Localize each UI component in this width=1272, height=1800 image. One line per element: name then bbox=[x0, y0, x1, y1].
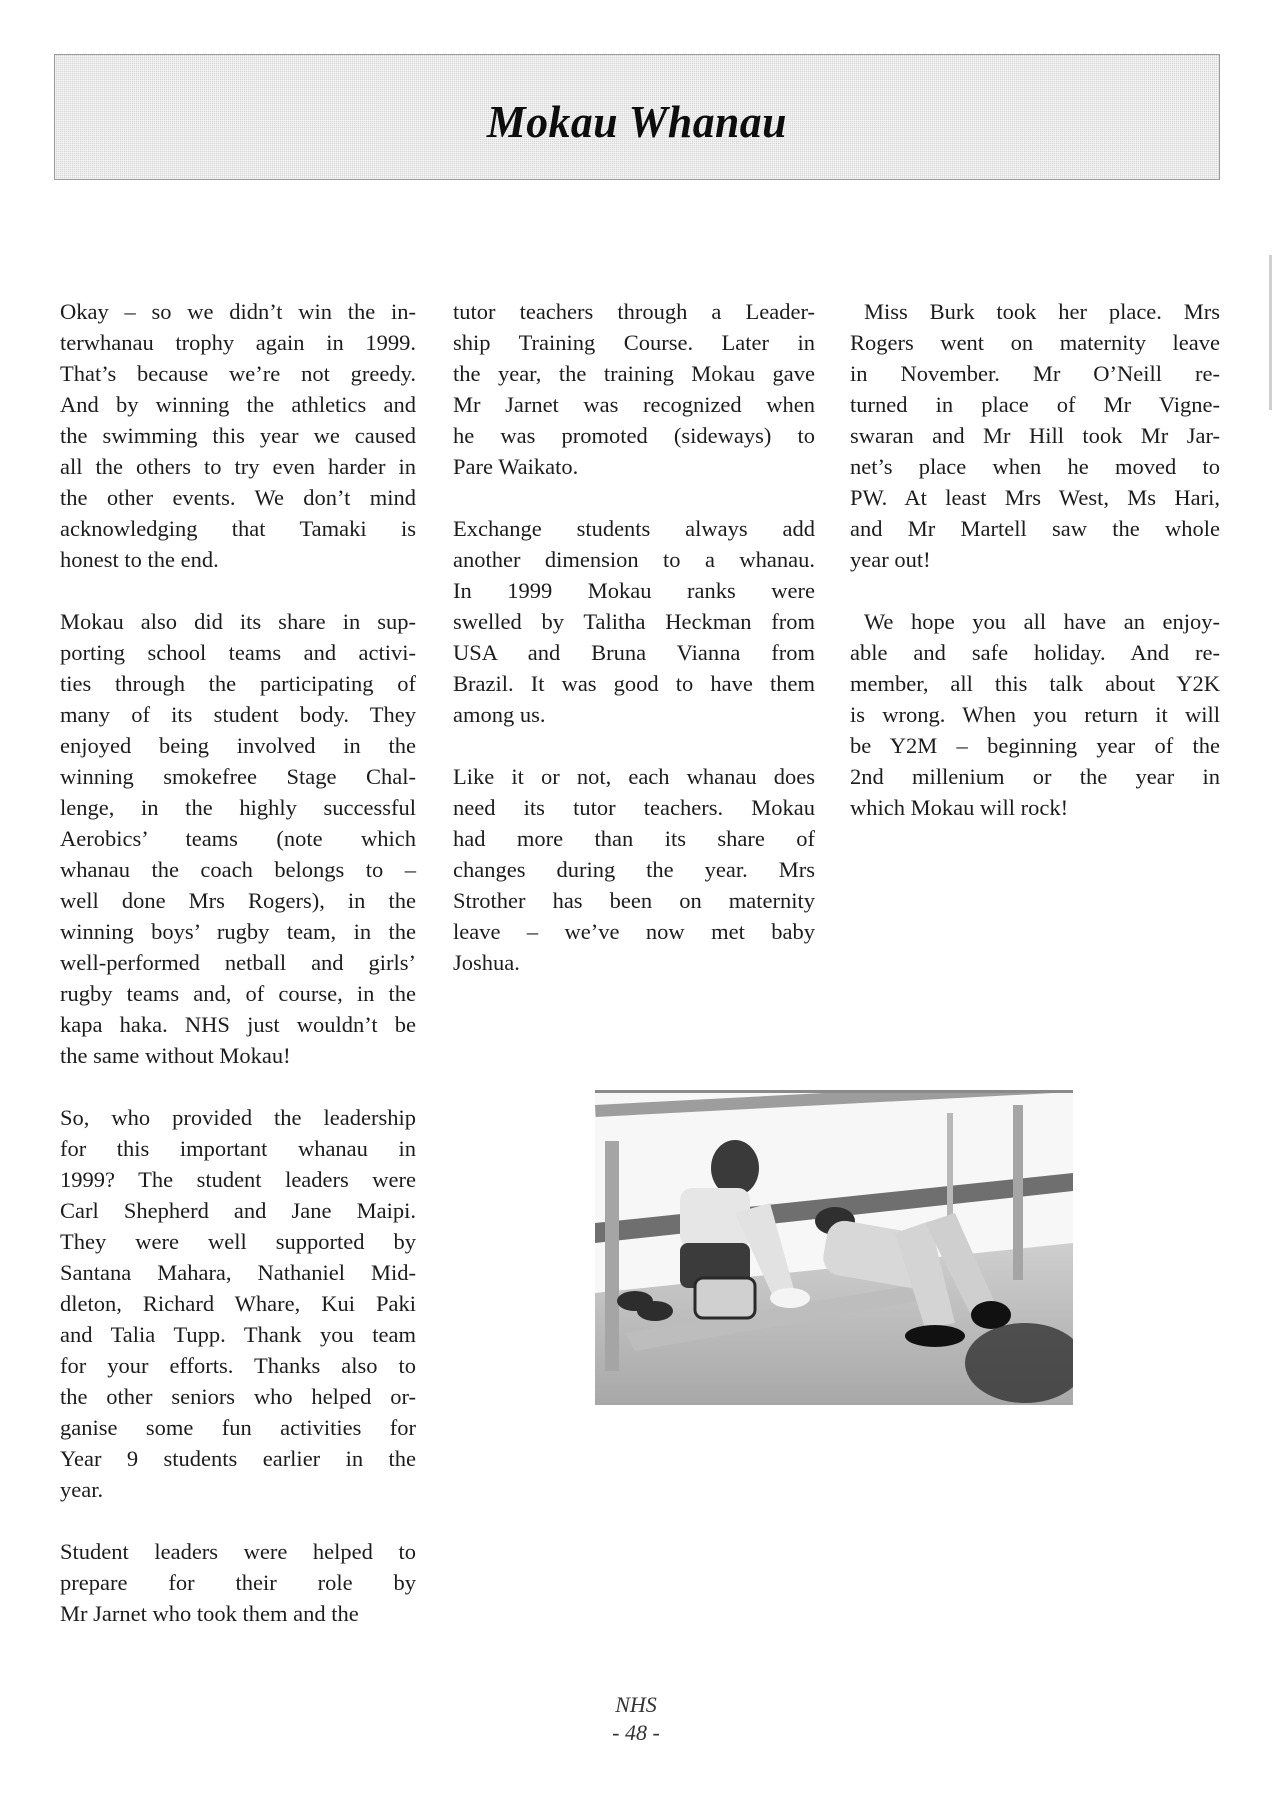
text-line: the other seniors who helped or- bbox=[60, 1384, 416, 1409]
text-line: Miss Burk took her place. Mrs bbox=[864, 299, 1220, 324]
text-line: whanau the coach belongs to – bbox=[60, 857, 416, 882]
text-column-3 bbox=[850, 296, 1220, 854]
text-line: ganise some fun activities for bbox=[60, 1415, 416, 1440]
text-line: is wrong. When you return it will bbox=[850, 702, 1220, 727]
text-line: kapa haka. NHS just wouldn’t be bbox=[60, 1012, 416, 1037]
text-line: Joshua. bbox=[453, 950, 520, 975]
text-line: Strother has been on maternity bbox=[453, 888, 815, 913]
text-line: the swimming this year we caused bbox=[60, 423, 416, 448]
text-line: for this important whanau in bbox=[60, 1136, 416, 1161]
text-line: lenge, in the highly successful bbox=[60, 795, 416, 820]
text-column-1 bbox=[60, 296, 416, 1660]
text-line: Rogers went on maternity leave bbox=[850, 330, 1220, 355]
text-line: winning smokefree Stage Chal- bbox=[60, 764, 416, 789]
text-line: rugby teams and, of course, in the bbox=[60, 981, 416, 1006]
text-line: able and safe holiday. And re- bbox=[850, 640, 1220, 665]
paragraph bbox=[850, 296, 1220, 575]
publication-name: NHS bbox=[615, 1692, 657, 1717]
text-line: 2nd millenium or the year in bbox=[850, 764, 1220, 789]
text-line: acknowledging that Tamaki is bbox=[60, 516, 416, 541]
text-line: leave – we’ve now met baby bbox=[453, 919, 815, 944]
text-line: terwhanau trophy again in 1999. bbox=[60, 330, 416, 355]
text-line: enjoyed being involved in the bbox=[60, 733, 416, 758]
paragraph bbox=[453, 761, 815, 978]
text-line: ties through the participating of bbox=[60, 671, 416, 696]
paragraph bbox=[453, 296, 815, 482]
text-line: prepare for their role by bbox=[60, 1570, 416, 1595]
text-line: dleton, Richard Whare, Kui Paki bbox=[60, 1291, 416, 1316]
text-line: We hope you all have an enjoy- bbox=[864, 609, 1220, 634]
photo-students-resting bbox=[595, 1090, 1073, 1405]
text-line: Santana Mahara, Nathaniel Mid- bbox=[60, 1260, 416, 1285]
text-line: net’s place when he moved to bbox=[850, 454, 1220, 479]
text-line: all the others to try even harder in bbox=[60, 454, 416, 479]
text-line: That’s because we’re not greedy. bbox=[60, 361, 416, 386]
title-banner bbox=[54, 54, 1220, 180]
text-line: Brazil. It was good to have them bbox=[453, 671, 815, 696]
paragraph bbox=[60, 1536, 416, 1629]
text-line: in November. Mr O’Neill re- bbox=[850, 361, 1220, 386]
text-line: Like it or not, each whanau does bbox=[453, 764, 815, 789]
text-line: ship Training Course. Later in bbox=[453, 330, 815, 355]
text-line: PW. At least Mrs West, Ms Hari, bbox=[850, 485, 1220, 510]
text-line: Exchange students always add bbox=[453, 516, 815, 541]
text-line: honest to the end. bbox=[60, 547, 219, 572]
text-line: the same without Mokau! bbox=[60, 1043, 291, 1068]
text-line: member, all this talk about Y2K bbox=[850, 671, 1220, 696]
paragraph bbox=[60, 1102, 416, 1505]
text-line: 1999? The student leaders were bbox=[60, 1167, 416, 1192]
text-line: turned in place of Mr Vigne- bbox=[850, 392, 1220, 417]
text-line: Aerobics’ teams (note which bbox=[60, 826, 416, 851]
text-line: porting school teams and activi- bbox=[60, 640, 416, 665]
text-line: Mr Jarnet who took them and the bbox=[60, 1601, 359, 1626]
text-line: he was promoted (sideways) to bbox=[453, 423, 815, 448]
paragraph bbox=[453, 513, 815, 730]
text-line: Mokau also did its share in sup- bbox=[60, 609, 416, 634]
text-line: year out! bbox=[850, 547, 931, 572]
text-line: And by winning the athletics and bbox=[60, 392, 416, 417]
text-line: and Mr Martell saw the whole bbox=[850, 516, 1220, 541]
text-line: Pare Waikato. bbox=[453, 454, 579, 479]
text-line: well-performed netball and girls’ bbox=[60, 950, 416, 975]
text-line: Okay – so we didn’t win the in- bbox=[60, 299, 416, 324]
text-line: swaran and Mr Hill took Mr Jar- bbox=[850, 423, 1220, 448]
text-line: the other events. We don’t mind bbox=[60, 485, 416, 510]
text-line: They were well supported by bbox=[60, 1229, 416, 1254]
text-line: So, who provided the leadership bbox=[60, 1105, 416, 1130]
page-title: Mokau Whanau bbox=[486, 95, 788, 147]
text-line: many of its student body. They bbox=[60, 702, 416, 727]
photo-illustration bbox=[595, 1093, 1073, 1405]
text-line: Year 9 students earlier in the bbox=[60, 1446, 416, 1471]
paragraph bbox=[850, 606, 1220, 823]
paragraph bbox=[60, 606, 416, 1071]
text-line: be Y2M – beginning year of the bbox=[850, 733, 1220, 758]
text-line: tutor teachers through a Leader- bbox=[453, 299, 815, 324]
text-line: another dimension to a whanau. bbox=[453, 547, 815, 572]
text-line: for your efforts. Thanks also to bbox=[60, 1353, 416, 1378]
text-line: had more than its share of bbox=[453, 826, 815, 851]
text-line: well done Mrs Rogers), in the bbox=[60, 888, 416, 913]
text-line: swelled by Talitha Heckman from bbox=[453, 609, 815, 634]
text-line: changes during the year. Mrs bbox=[453, 857, 815, 882]
text-column-2 bbox=[453, 296, 815, 1009]
text-line: In 1999 Mokau ranks were bbox=[453, 578, 815, 603]
paragraph bbox=[60, 296, 416, 575]
text-line: among us. bbox=[453, 702, 546, 727]
page-number: - 48 - bbox=[612, 1720, 660, 1745]
text-line: Carl Shepherd and Jane Maipi. bbox=[60, 1198, 416, 1223]
text-line: USA and Bruna Vianna from bbox=[453, 640, 815, 665]
text-line: year. bbox=[60, 1477, 104, 1502]
text-line: Mr Jarnet was recognized when bbox=[453, 392, 815, 417]
text-line: Student leaders were helped to bbox=[60, 1539, 416, 1564]
text-line: winning boys’ rugby team, in the bbox=[60, 919, 416, 944]
text-line: the year, the training Mokau gave bbox=[453, 361, 815, 386]
text-line: and Talia Tupp. Thank you team bbox=[60, 1322, 416, 1347]
text-line: need its tutor teachers. Mokau bbox=[453, 795, 815, 820]
photo-person-seated-head bbox=[711, 1140, 759, 1196]
text-line: which Mokau will rock! bbox=[850, 795, 1069, 820]
